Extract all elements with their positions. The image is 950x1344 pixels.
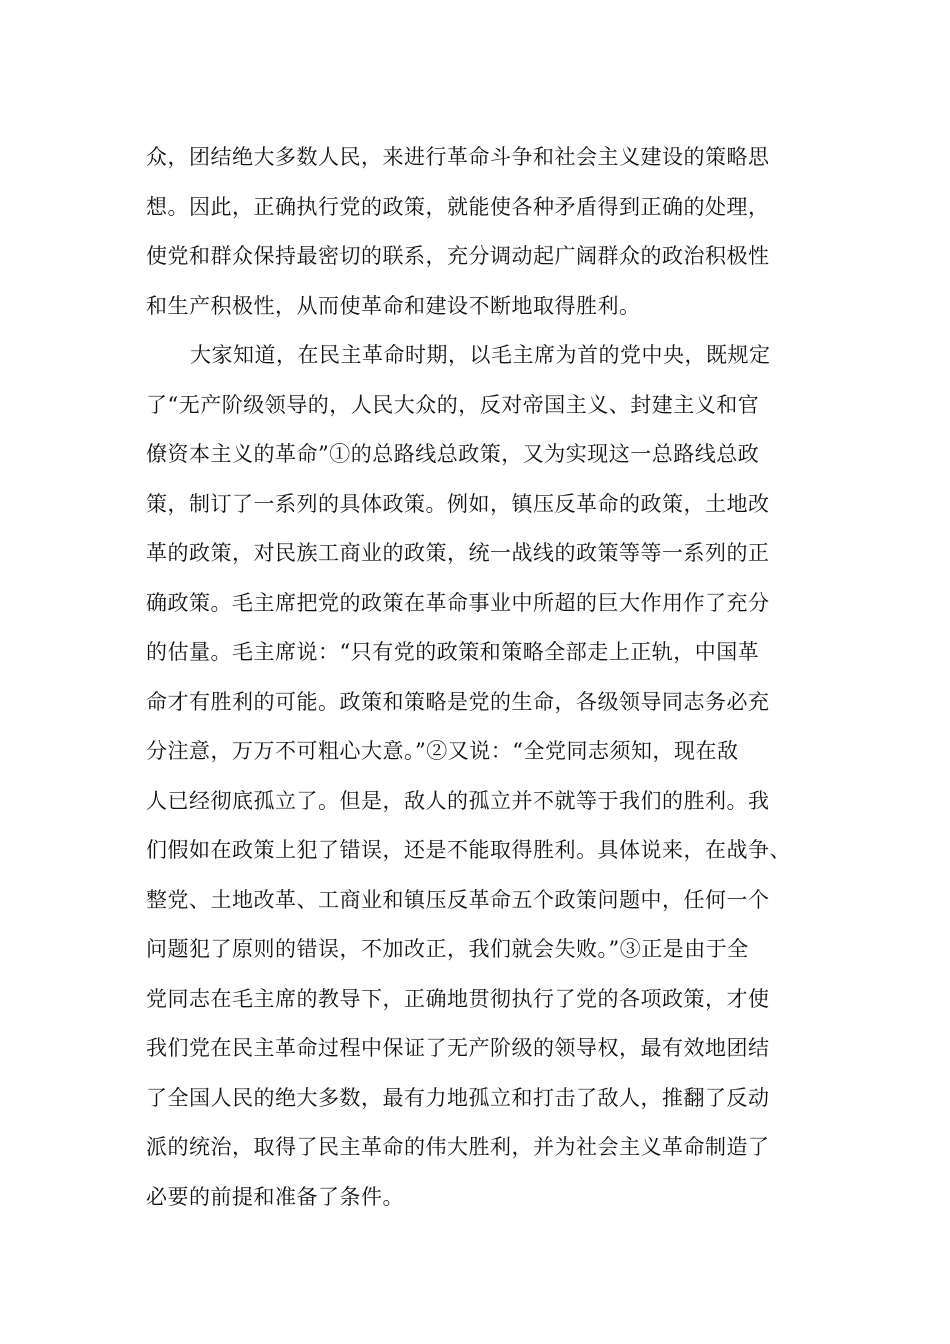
text-line: 革的政策，对民族工商业的政策，统一战线的政策等等一系列的正: [146, 541, 770, 565]
text-line: 使党和群众保持最密切的联系，充分调动起广阔群众的政治积极性: [146, 244, 770, 268]
text-line: 派的统治，取得了民主革命的伟大胜利，并为社会主义革命制造了: [146, 1135, 770, 1159]
text-line: 分注意，万万不可粗心大意。”②又说：“全党同志须知，现在敌: [146, 739, 739, 763]
text-line: 策，制订了一系列的具体政策。例如，镇压反革命的政策，土地改: [146, 491, 770, 516]
text-line: 命才有胜利的可能。政策和策略是党的生命，各级领导同志务必充: [146, 689, 770, 714]
text-line: 和生产积极性，从而使革命和建设不断地取得胜利。: [146, 293, 641, 318]
text-line: 众，团结绝大多数人民，来进行革命斗争和社会主义建设的策略思: [146, 145, 770, 169]
text-line: 想。因此，正确执行党的政策，就能使各种矛盾得到正确的处理，: [146, 194, 770, 219]
text-line: 僚资本主义的革命”①的总路线总政策，又为实现这一总路线总政: [146, 442, 760, 466]
text-line: 了全国人民的绝大多数，最有力地孤立和打击了敌人，推翻了反动: [146, 1085, 770, 1110]
text-line: 整党、土地改革、工商业和镇压反革命五个政策问题中，任何一个: [146, 887, 770, 912]
paragraph-2: [146, 331, 846, 1222]
text-line: 们假如在政策上犯了错误，还是不能取得胜利。具体说来，在战争、: [146, 838, 791, 862]
text-line: 大家知道，在民主革命时期，以毛主席为首的党中央，既规定: [190, 343, 771, 367]
paragraph-1: [146, 133, 846, 331]
text-line: 确政策。毛主席把党的政策在革命事业中所超的巨大作用作了充分: [146, 590, 770, 615]
text-line: 必要的前提和准备了条件。: [146, 1184, 404, 1209]
body-text: [146, 133, 846, 1222]
text-line: 党同志在毛主席的教导下，正确地贯彻执行了党的各项政策，才使: [146, 986, 770, 1011]
text-line: 人已经彻底孤立了。但是，敌人的孤立并不就等于我们的胜利。我: [146, 788, 770, 813]
text-line: 了“无产阶级领导的，人民大众的，反对帝国主义、封建主义和官: [146, 392, 760, 417]
text-line: 我们党在民主革命过程中保证了无产阶级的领导权，最有效地团结: [146, 1036, 770, 1060]
text-line: 的估量。毛主席说：“只有党的政策和策略全部走上正轨，中国革: [146, 640, 760, 664]
text-line: 问题犯了原则的错误，不加改正，我们就会失败。”③正是由于全: [146, 937, 749, 961]
